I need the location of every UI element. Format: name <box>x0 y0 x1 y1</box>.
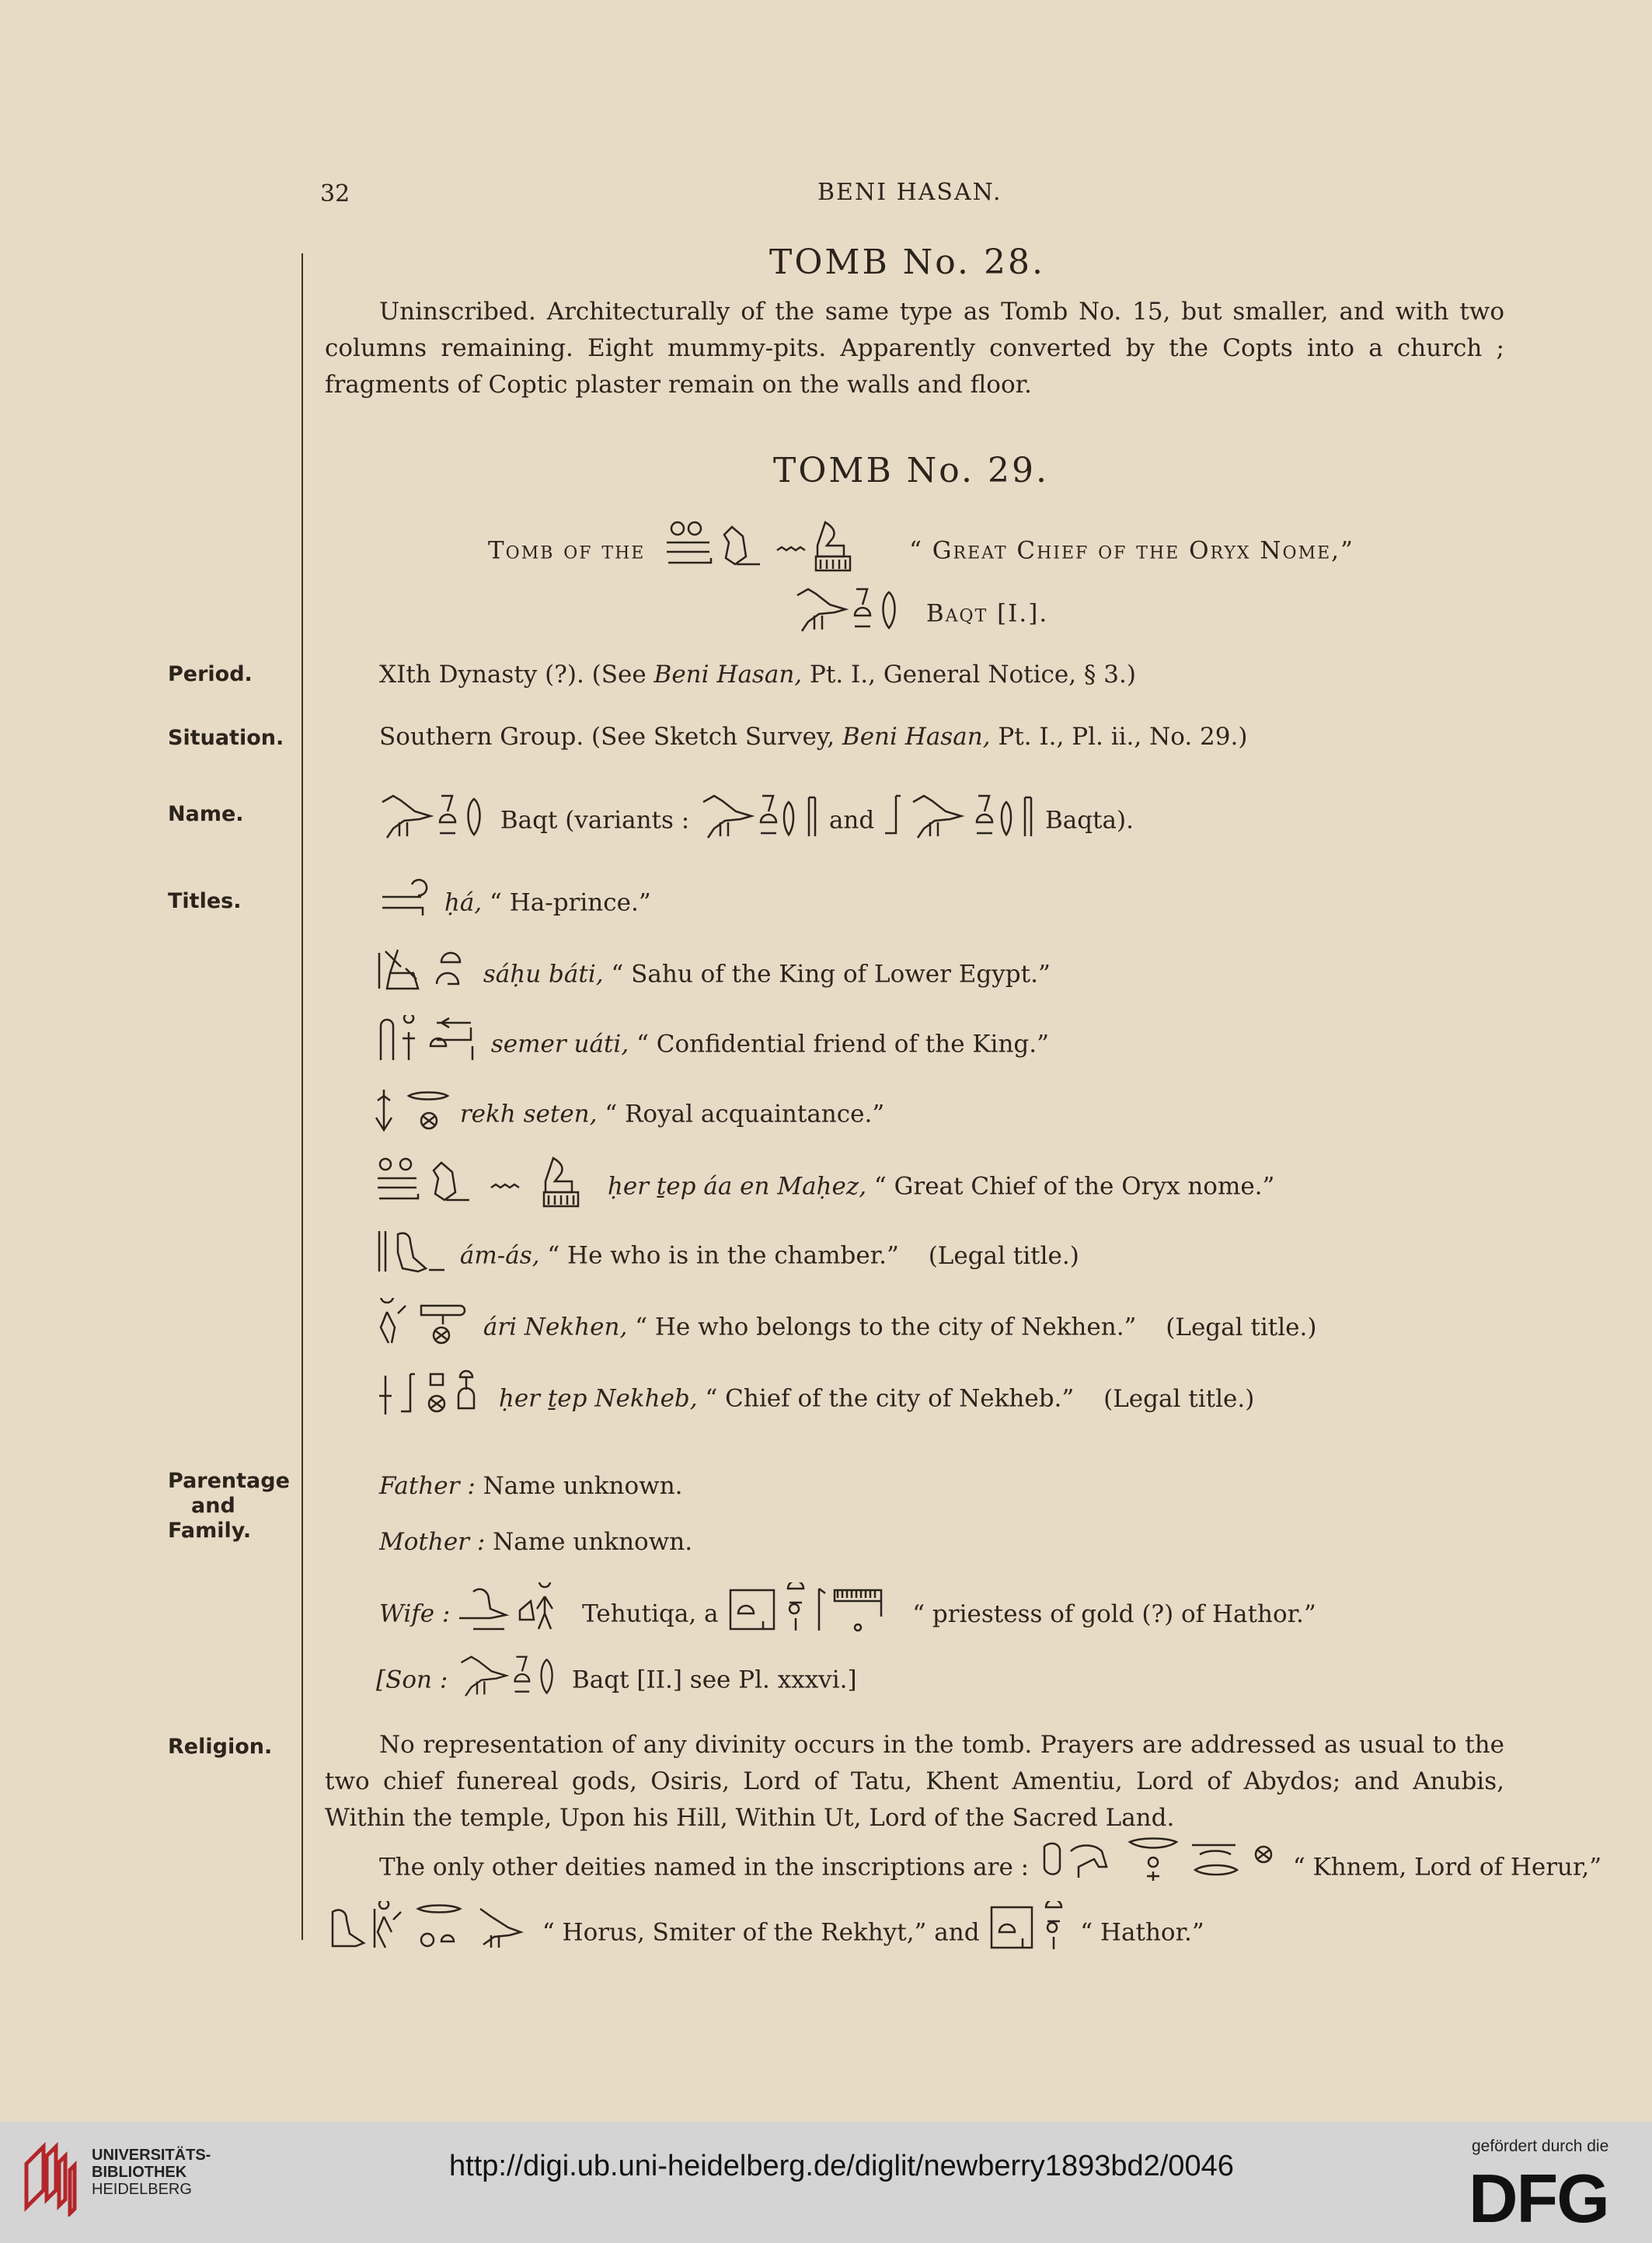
tomb29-title: TOMB No. 29. <box>773 451 1049 490</box>
situation-post: Pt. I., Pl. ii., No. 29.) <box>998 723 1248 751</box>
title-gloss: “ Sahu of the King of Lower Egypt.” <box>611 960 1051 989</box>
funded-by-text: gefördert durch die <box>1472 2137 1609 2155</box>
title-note: (Legal title.) <box>1103 1384 1255 1413</box>
situation-pre: Southern Group. (See Sketch Survey, <box>379 723 835 751</box>
title-row <box>375 875 651 933</box>
label-parentage <box>168 1469 290 1544</box>
title-row <box>375 1155 1274 1220</box>
wife-line <box>379 1582 1316 1648</box>
religion-paragraph <box>325 1727 1504 1837</box>
mother-line <box>379 1523 692 1561</box>
label-religion: Religion. <box>168 1735 273 1759</box>
tomb28-paragraph <box>325 294 1504 403</box>
tomb29-subtitle <box>488 519 1354 584</box>
father-label: Father : <box>379 1472 476 1500</box>
label-parentage-1: Parentage <box>168 1469 290 1493</box>
horus-hieroglyph-icon <box>325 1901 535 1966</box>
label-situation: Situation. <box>168 726 284 750</box>
subtitle-post: “ Great Chief of the Oryx Nome,” <box>909 536 1354 565</box>
baqta-hieroglyph-icon <box>882 791 1037 852</box>
label-name: Name. <box>168 802 244 826</box>
baqt-hieroglyph-icon <box>791 584 908 645</box>
am-as-hieroglyph-icon <box>375 1226 452 1287</box>
university-library-logo-icon <box>20 2139 82 2220</box>
religion-line-2 <box>379 1836 1601 1901</box>
source-url-link[interactable]: http://digi.ub.uni-heidelberg.de/diglit/newberry1893bd2/0046 <box>449 2150 1234 2182</box>
religion-line2-gloss: “ Khnem, Lord of Herur,” <box>1292 1853 1602 1882</box>
tomb28-title: TOMB No. 28. <box>769 242 1045 282</box>
name-text <box>376 791 1134 852</box>
title-note: (Legal title.) <box>1166 1313 1317 1341</box>
hieroglyph-group-icon <box>660 519 894 584</box>
wife-label: Wife : <box>379 1599 451 1628</box>
title-note: (Legal title.) <box>928 1241 1079 1270</box>
label-parentage-3: Family. <box>168 1519 252 1543</box>
title-gloss: “ Royal acquaintance.” <box>605 1100 885 1128</box>
son-text: Baqt [II.] see Pl. xxxvi.] <box>571 1666 857 1694</box>
hathor-hieroglyph-icon <box>987 1901 1072 1966</box>
name-text-c: Baqta). <box>1044 806 1134 835</box>
title-translit: ḥá, <box>444 888 483 917</box>
title-translit: ám-ás, <box>459 1241 540 1270</box>
tehutiqa-hieroglyph-icon <box>458 1582 574 1648</box>
period-italic: Beni Hasan, <box>653 661 803 689</box>
rekh-hieroglyph-icon <box>375 1085 452 1146</box>
title-gloss: “ Chief of the city of Nekheb.” <box>705 1384 1075 1413</box>
wife-gloss: “ priestess of gold (?) of Hathor.” <box>912 1599 1316 1628</box>
wife-text: Tehutiqa, a <box>582 1599 719 1628</box>
religion-line-3 <box>325 1901 1204 1966</box>
ari-nekhen-hieroglyph-icon <box>375 1298 476 1359</box>
baqt-variant-hieroglyph-icon <box>697 791 821 852</box>
name-text-a: Baqt (variants : <box>500 806 690 835</box>
library-name-2: BIBLIOTHEK <box>92 2164 187 2181</box>
label-period: Period. <box>168 662 253 686</box>
library-name-3: HEIDELBERG <box>92 2181 192 2198</box>
title-gloss: “ He who belongs to the city of Nekhen.” <box>635 1313 1137 1341</box>
title-translit: ḥer ṯep Nekheb, <box>498 1384 698 1413</box>
title-row <box>375 1085 884 1146</box>
son-label: [Son : <box>376 1666 448 1694</box>
oryx-nome-hieroglyph-icon <box>375 1155 600 1220</box>
semer-hieroglyph-icon <box>375 1015 483 1076</box>
father-text: Name unknown. <box>483 1472 683 1500</box>
name-line-text: Baqt [I.]. <box>925 599 1049 628</box>
father-line <box>379 1467 683 1505</box>
religion-paragraph-text: No representation of any divinity occurs in the tomb. Prayers are addressed as usual to the two chief funereal gods, Osiris, Lord of Tatu, Khent Amentiu, Lord of Abydos; and Anubis, Within the temple, Upon his Hill, Within Ut, Lord of the Sacred Land. <box>325 1731 1504 1832</box>
title-translit: semer uáti, <box>490 1030 629 1059</box>
baqt-hieroglyph-icon <box>455 1651 564 1711</box>
title-row <box>375 1226 1079 1287</box>
title-translit: sáḥu báti, <box>483 960 604 989</box>
baqt-hieroglyph-icon <box>376 791 493 852</box>
mother-label: Mother : <box>379 1528 486 1556</box>
her-tep-nekheb-hieroglyph-icon <box>375 1369 491 1430</box>
situation-text <box>379 718 1247 755</box>
title-row <box>375 945 1051 1006</box>
religion-line3-gloss-a: “ Horus, Smiter of the Rekhyt,” and <box>542 1918 980 1947</box>
mother-text: Name unknown. <box>493 1528 693 1556</box>
library-name <box>92 2147 211 2198</box>
running-title: BENI HASAN. <box>817 179 1002 206</box>
tomb28-paragraph-text: Uninscribed. Architecturally of the same type as Tomb No. 15, but smaller, and with two columns remaining. Eight mummy-pits. Apparently converted by the Copts into a church ; fragments of Coptic plaster remain on the walls and floor. <box>325 298 1504 399</box>
title-translit: ḥer ṯep áa en Maḥez, <box>607 1172 867 1201</box>
library-name-1: UNIVERSITÄTS- <box>92 2147 211 2164</box>
subtitle-pre: Tomb of the <box>488 536 646 565</box>
title-gloss: “ Ha-prince.” <box>490 888 651 917</box>
period-pre: XIth Dynasty (?). (See <box>379 661 647 689</box>
name-text-b: and <box>828 806 875 835</box>
period-post: Pt. I., General Notice, § 3.) <box>810 661 1136 689</box>
label-titles: Titles. <box>168 889 242 913</box>
khnem-hieroglyph-icon <box>1037 1836 1285 1901</box>
page-number: 32 <box>320 180 350 208</box>
hathor-priestess-hieroglyph-icon <box>726 1582 897 1648</box>
situation-italic: Beni Hasan, <box>842 723 991 751</box>
tomb29-name-line <box>791 584 1048 645</box>
margin-rule <box>301 253 303 1940</box>
title-gloss: “ Great Chief of the Oryx nome.” <box>873 1172 1275 1201</box>
label-parentage-2: and <box>191 1494 235 1518</box>
title-gloss: “ He who is in the chamber.” <box>547 1241 899 1270</box>
title-translit: rekh seten, <box>459 1100 598 1128</box>
dfg-logo-icon: DFG <box>1469 2160 1608 2237</box>
title-row <box>375 1298 1316 1359</box>
religion-line2-pre: The only other deities named in the inscriptions are : <box>379 1853 1030 1882</box>
title-translit: ári Nekhen, <box>483 1313 628 1341</box>
ha-hieroglyph-icon <box>375 875 437 933</box>
son-line <box>376 1651 857 1711</box>
religion-line3-gloss-b: “ Hathor.” <box>1080 1918 1204 1947</box>
title-row <box>375 1369 1254 1430</box>
title-row <box>375 1015 1049 1076</box>
sahu-hieroglyph-icon <box>375 945 476 1006</box>
title-gloss: “ Confidential friend of the King.” <box>636 1030 1049 1059</box>
period-text <box>379 656 1136 693</box>
